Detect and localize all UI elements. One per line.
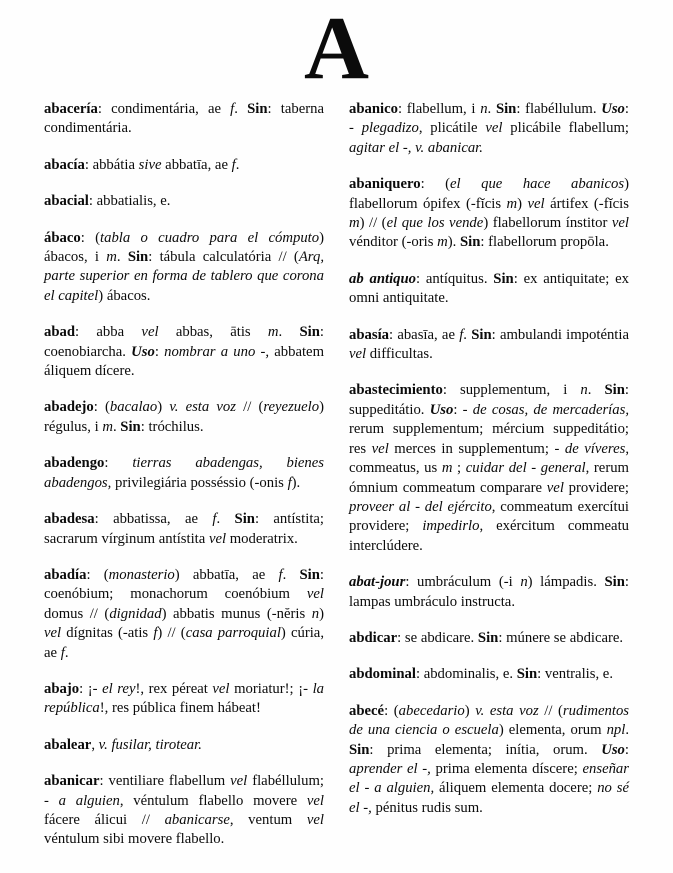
text-segment: f xyxy=(60,644,65,661)
text-segment: !, res pública finem hábeat! xyxy=(99,700,261,717)
text-segment: prima elementa díscere; xyxy=(430,760,583,777)
dictionary-entry xyxy=(44,772,324,850)
text-segment: v. esta voz xyxy=(475,702,539,719)
headword: abacial xyxy=(44,193,89,210)
dictionary-entry xyxy=(349,326,629,365)
text-segment: m xyxy=(349,215,360,232)
text-segment: la república xyxy=(44,680,324,717)
text-segment: a alguien xyxy=(58,792,120,809)
text-segment: . xyxy=(64,644,69,661)
text-segment: . xyxy=(278,324,300,341)
text-segment: ). xyxy=(291,474,301,491)
text-segment: , plicátile xyxy=(418,120,486,137)
text-segment: el rey xyxy=(102,680,136,697)
text-segment: , rerum ómnium commeatum comparare xyxy=(349,460,629,496)
text-segment: : xyxy=(104,455,133,472)
headword: abadengo xyxy=(44,455,105,472)
text-segment: // ( xyxy=(235,399,264,416)
headword: abdicar xyxy=(349,629,398,646)
text-segment: : múnere se abdicare. xyxy=(498,629,624,646)
text-segment: : se abdicare. xyxy=(397,629,478,646)
text-segment: : abbatialis, e. xyxy=(88,193,171,210)
text-segment: vel xyxy=(306,811,324,828)
text-segment: Sin xyxy=(459,234,481,251)
text-segment: sive xyxy=(138,156,162,173)
dictionary-entry xyxy=(349,100,629,158)
headword: abastecimiento xyxy=(349,382,443,399)
text-segment: : coenóbium; monachorum coenóbium xyxy=(44,566,324,603)
text-segment: f xyxy=(212,511,217,528)
text-segment: n xyxy=(520,574,528,591)
text-segment: tabla o cuadro para el cómputo xyxy=(100,229,320,246)
text-segment: ) ábacos, i xyxy=(44,229,325,266)
text-segment: proveer al - del ejército xyxy=(349,498,492,515)
headword: abdominal xyxy=(349,666,416,683)
headword: ab antiquo xyxy=(349,270,417,287)
text-segment: : ( xyxy=(384,702,399,719)
text-segment: vel xyxy=(306,586,324,603)
dictionary-entry xyxy=(349,665,629,684)
headword: abanico xyxy=(349,101,398,117)
text-segment: vel xyxy=(141,324,159,341)
text-segment: f xyxy=(153,625,158,642)
text-segment: aprender el -, xyxy=(349,760,431,777)
left-column xyxy=(44,100,324,850)
text-segment: no sé el -, xyxy=(349,780,629,816)
text-segment: cuidar del - general xyxy=(465,460,586,477)
text-segment: , ventum xyxy=(229,811,307,828)
text-segment: ) elementa, orum xyxy=(498,722,607,739)
text-segment: privilegiária posséssio (-onis xyxy=(111,474,288,491)
text-segment: vel xyxy=(611,215,629,232)
text-segment: : ( xyxy=(93,399,110,416)
text-segment: ) ábacos. xyxy=(98,287,151,304)
text-segment: . xyxy=(112,418,121,435)
text-segment: . xyxy=(234,101,248,117)
text-segment: abecedario xyxy=(398,702,465,719)
text-segment: abbatīa, ae xyxy=(161,156,232,173)
dictionary-entry xyxy=(349,381,629,556)
text-segment: : tróchilus. xyxy=(140,418,204,435)
text-segment: : flabellorum propōla. xyxy=(480,234,609,251)
text-segment: : flabellum, i xyxy=(397,101,481,117)
text-segment: n xyxy=(480,101,488,117)
text-segment: de cosas, de mercaderías, xyxy=(472,401,629,418)
text-segment: : ventiliare flabellum xyxy=(99,773,231,790)
text-segment: , commeatus, us xyxy=(349,440,629,477)
dictionary-entry xyxy=(44,680,324,719)
text-segment: : abbatissa, ae xyxy=(94,511,213,528)
text-segment: m xyxy=(437,234,448,251)
text-segment: Uso xyxy=(601,741,625,758)
headword: abacía xyxy=(44,156,85,173)
text-segment: domus // ( xyxy=(44,605,110,622)
text-segment: : coenobiarcha. xyxy=(44,324,325,360)
text-segment: difficultas. xyxy=(366,346,433,363)
text-segment: ; xyxy=(452,460,466,477)
text-segment: flabéllulum; - xyxy=(44,773,324,809)
text-segment: : prima elementa; inítia, orum. xyxy=(369,741,602,758)
text-segment: m xyxy=(506,195,518,212)
text-segment: casa parroquial xyxy=(185,625,281,642)
text-segment: Sin xyxy=(493,270,514,287)
headword: abalear xyxy=(44,736,92,753)
text-segment: . xyxy=(625,722,630,739)
text-segment: m xyxy=(102,418,113,435)
text-segment: Sin xyxy=(234,511,255,528)
text-segment: : ex antiquitate; ex omni antiquitate. xyxy=(349,270,629,307)
text-segment: rerum supplementum; mércium suppeditátio; res xyxy=(349,421,629,457)
text-segment: moderatrix. xyxy=(226,530,298,547)
text-segment: : abasīa, ae xyxy=(389,326,460,343)
text-segment: : tábula calculatória // ( xyxy=(148,249,299,266)
text-segment: Arq, parte superior en forma de tablero que corona el capitel xyxy=(44,249,324,304)
dictionary-entry xyxy=(44,323,324,381)
text-segment: : ( xyxy=(86,566,109,583)
text-segment: ) xyxy=(464,702,476,719)
dictionary-entry xyxy=(349,175,629,253)
text-segment: ) flabellorum ínstitor xyxy=(483,215,612,232)
text-segment: tierras abadengas, bienes abadengos, xyxy=(44,455,324,491)
dictionary-entry xyxy=(44,736,324,755)
text-segment: : suppeditátio. xyxy=(349,382,629,418)
dictionary-entry xyxy=(44,156,324,175)
text-segment: . xyxy=(487,101,496,117)
headword: abasía xyxy=(349,326,389,343)
text-segment: . xyxy=(587,382,605,399)
text-segment: . xyxy=(216,511,235,528)
text-segment: : taberna condimentária. xyxy=(44,101,324,137)
text-segment: npl xyxy=(606,722,626,739)
headword: abadejo xyxy=(44,399,94,416)
text-segment: el que hace abanicos xyxy=(450,176,625,193)
text-segment: , xyxy=(91,736,99,753)
text-segment: abbatem áliquem dícere. xyxy=(44,343,324,380)
dictionary-entry xyxy=(44,192,324,211)
text-segment: f xyxy=(230,101,235,117)
text-segment: Sin xyxy=(349,741,370,758)
text-segment: Sin xyxy=(120,418,141,435)
text-segment: vel xyxy=(306,792,324,809)
text-segment: : ventralis, e. xyxy=(537,666,613,683)
text-segment: merces in supplementum; - xyxy=(388,440,565,457)
section-letter-heading: A xyxy=(304,0,369,98)
text-segment: Uso xyxy=(429,401,454,418)
text-segment: vel xyxy=(371,440,389,457)
text-segment: Sin xyxy=(299,324,320,341)
text-segment: : ¡- xyxy=(79,680,103,697)
text-segment: plegadizo xyxy=(361,120,419,137)
text-segment: moriatur!; ¡- xyxy=(229,680,313,697)
text-segment: : condimentária, ae xyxy=(97,101,231,117)
text-segment: ). xyxy=(447,234,460,251)
dictionary-entry xyxy=(44,100,324,139)
text-segment: abbas, ātis xyxy=(158,324,268,341)
text-segment: : ( xyxy=(420,176,451,193)
text-segment: m xyxy=(106,249,117,266)
text-segment: Sin xyxy=(604,382,625,399)
dictionary-entry xyxy=(349,270,629,309)
text-segment: ) // ( xyxy=(157,625,186,642)
text-segment: vel xyxy=(44,625,62,642)
dictionary-entry xyxy=(44,229,324,307)
text-segment: providere; xyxy=(563,479,630,496)
text-segment: vel xyxy=(527,195,545,212)
text-segment: vel xyxy=(485,120,503,137)
text-segment: m xyxy=(267,324,279,341)
text-segment: reyezuelo xyxy=(263,399,320,416)
headword: abacería xyxy=(44,101,98,117)
headword: abanicar xyxy=(44,773,100,790)
text-segment: f xyxy=(459,326,464,343)
text-segment: , commeatum exercítui providere; xyxy=(349,498,629,535)
text-segment: : xyxy=(624,741,629,758)
text-segment: ) cúria, ae xyxy=(44,625,324,661)
text-segment: : supplementum, i xyxy=(442,382,581,399)
text-segment: . xyxy=(235,156,240,173)
text-segment: : ( xyxy=(80,229,101,246)
text-segment: Sin xyxy=(247,101,268,117)
text-segment: f xyxy=(287,474,292,491)
text-segment: Uso xyxy=(601,101,625,117)
text-segment: . xyxy=(282,566,300,583)
text-segment: Sin xyxy=(299,566,320,583)
right-column xyxy=(349,100,629,850)
text-segment: : umbráculum (-i xyxy=(405,574,521,591)
text-segment: ) abbatis munus (-nĕris xyxy=(161,605,312,622)
text-segment: : abbátia xyxy=(84,156,139,173)
text-segment: dígnitas (-atis xyxy=(61,625,154,642)
text-segment: ) // ( xyxy=(359,215,387,232)
dictionary-entry xyxy=(44,454,324,493)
text-segment: n xyxy=(580,382,588,399)
text-segment: Sin xyxy=(604,574,625,591)
dictionary-entry xyxy=(44,510,324,549)
text-segment: bacalao xyxy=(109,399,158,416)
text-segment: . xyxy=(463,326,472,343)
text-segment: Sin xyxy=(495,101,517,117)
text-segment: ) abbatīa, ae xyxy=(174,566,279,583)
text-segment: , véntulum flabello movere xyxy=(119,792,307,809)
dictionary-entry xyxy=(44,566,324,663)
text-segment: !, rex péreat xyxy=(135,680,213,697)
headword: abat-jour xyxy=(349,574,406,591)
text-segment: nombrar a uno -, xyxy=(164,343,270,360)
text-segment: vel xyxy=(546,479,564,496)
text-segment: : - xyxy=(349,101,629,137)
text-segment: : flabéllulum. xyxy=(516,101,602,117)
text-segment: vel xyxy=(230,773,248,790)
text-segment: : abba xyxy=(75,324,142,341)
text-segment: n xyxy=(311,605,320,622)
text-segment: vénditor (-oris xyxy=(349,234,438,251)
dictionary-entry xyxy=(349,702,629,818)
text-segment: fácere álicui // xyxy=(44,811,165,828)
text-segment: : abdominalis, e. xyxy=(415,666,517,683)
text-segment: : antíquitus. xyxy=(416,270,494,287)
text-segment: plicábile flabellum; xyxy=(502,120,629,137)
text-segment: m xyxy=(441,460,453,477)
headword: abajo xyxy=(44,680,80,697)
text-segment: impedirlo xyxy=(422,518,480,535)
text-segment: el que los vende xyxy=(386,215,484,232)
headword: ábaco xyxy=(44,229,81,246)
text-segment: . xyxy=(116,249,128,266)
text-segment: // ( xyxy=(538,702,563,719)
text-segment: pénitus rudis sum. xyxy=(371,799,483,816)
text-segment: : xyxy=(154,343,165,360)
text-segment: vel xyxy=(208,530,227,547)
text-segment: véntulum sibi movere flabello. xyxy=(44,831,225,848)
text-segment: Sin xyxy=(471,326,492,343)
text-columns xyxy=(0,94,673,850)
headword: abaniquero xyxy=(349,176,421,193)
text-segment: f xyxy=(278,566,283,583)
text-segment: enseñar el - a alguien, xyxy=(349,760,629,797)
dictionary-entry xyxy=(349,573,629,612)
text-segment: Uso xyxy=(131,343,155,360)
text-segment: ) xyxy=(319,605,324,622)
text-segment: Sin xyxy=(477,629,499,646)
text-segment: de víveres xyxy=(564,440,626,457)
text-segment: ) xyxy=(157,399,170,416)
text-segment: áliquem elementa docere; xyxy=(434,780,598,797)
text-segment: Sin xyxy=(516,666,538,683)
text-segment: vel xyxy=(349,346,367,363)
text-segment: ) xyxy=(517,195,528,212)
text-segment: Sin xyxy=(127,249,149,266)
text-segment: f xyxy=(231,156,236,173)
text-segment: : - xyxy=(453,401,473,418)
headword: abadía xyxy=(44,566,87,583)
text-segment: vel xyxy=(212,680,230,697)
text-segment: ) flabellorum ópifex (-fĭcis xyxy=(349,176,629,212)
dictionary-entry xyxy=(44,398,324,437)
text-segment: ) régulus, i xyxy=(44,399,324,435)
text-segment: monasterio xyxy=(108,566,175,583)
text-segment: ártifex (-fĭcis xyxy=(544,195,629,212)
text-segment: agitar el -, v. abanicar. xyxy=(349,139,483,156)
text-segment: dignidad xyxy=(109,605,162,622)
text-segment: v. esta voz xyxy=(169,399,236,416)
text-segment: ) lámpadis. xyxy=(527,574,605,591)
text-segment: : antístita; sacrarum vírginum antístita xyxy=(44,511,324,547)
text-segment: : ambulandi impoténtia xyxy=(491,326,629,343)
text-segment: , exércitum commeatu interclúdere. xyxy=(349,518,629,554)
text-segment: v. fusilar, tirotear. xyxy=(98,736,202,753)
text-segment: rudimentos de una ciencia o escuela xyxy=(349,702,629,739)
text-segment: abanicarse xyxy=(164,811,230,828)
headword: abad xyxy=(44,324,76,341)
dictionary-entry xyxy=(349,629,629,648)
text-segment: : lampas umbráculo instructa. xyxy=(349,574,629,610)
headword: abecé xyxy=(349,702,385,719)
headword: abadesa xyxy=(44,511,95,528)
